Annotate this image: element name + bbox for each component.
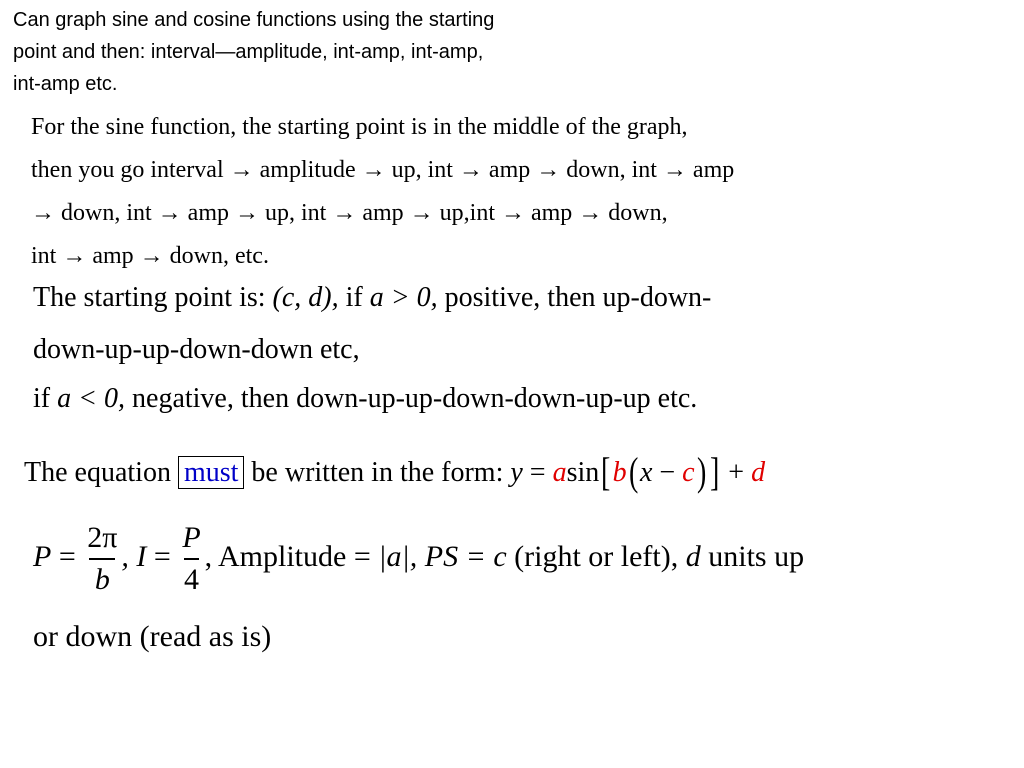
eq-minus: − [652,457,683,488]
positive-description: positive, then up-down- [444,282,712,313]
left-bracket: [ [601,449,611,494]
amplitude-value: |a| [378,539,410,573]
eq-a: a [552,457,567,488]
sine-line-3: → down, int → amp → up, int → amp → up,int → amp → down, [31,200,668,226]
heading-line-1: Can graph sine and cosine functions using the starting [13,9,495,31]
starting-point: (c, d), [272,282,339,313]
period-equals: = [51,539,84,573]
sine-line-2: then you go interval → amplitude → up, int → amp → down, int → amp [31,157,735,183]
interval-I: , I [121,539,147,573]
right-paren: ) [696,449,706,494]
eq-y: y [510,457,523,488]
eq-c: c [682,457,695,488]
vertical-d: d [678,539,709,573]
starting-point-line-1 [33,282,711,314]
phase-shift: , PS = c [409,539,515,573]
interval-fraction [182,518,200,600]
period-fraction [87,518,117,600]
eq-d: d [751,457,766,488]
if-label-2: if [33,383,58,414]
heading [13,4,494,100]
formula-line-2 [33,620,271,654]
negative-condition: a < 0, [57,383,126,414]
if-label: if [345,282,370,313]
period-denominator: b [94,563,110,596]
negative-description: negative, then down-up-up-down-down-up-up etc. [132,383,698,414]
starting-point-line-2: down-up-up-down-down etc, [33,334,360,365]
left-paren: ( [628,449,638,494]
equation-middle: be written in the form: [244,457,511,488]
formula-line [33,518,804,600]
interval-denominator: 4 [183,563,199,596]
eq-sin: sin [566,457,600,488]
right-or-left: (right or left), [514,539,679,573]
right-bracket: ] [709,449,720,494]
interval-equals: = [146,539,179,573]
sine-line-4: int → amp → down, etc. [31,243,269,269]
negative-line [33,383,697,415]
must-box: must [178,456,244,489]
amplitude-label: , Amplitude = [204,539,379,573]
starting-prefix: The starting point is: [33,282,273,313]
equation-line [24,448,765,495]
period-numerator: 2π [87,521,118,554]
positive-condition: a > 0, [369,282,438,313]
or-down: or down [33,620,140,653]
eq-x: x [639,457,653,488]
eq-plus: + [721,457,752,488]
interval-numerator: P [182,521,201,554]
units-up: units up [708,539,805,573]
heading-line-2: point and then: interval—amplitude, int-amp, int-amp, [13,41,484,63]
equation-prefix: The equation [24,457,178,488]
eq-equals: = [522,457,553,488]
sine-line-1: For the sine function, the starting point is in the middle of the graph, [31,114,688,140]
read-as-is: (read as is) [139,620,272,653]
period-P: P [33,539,52,573]
heading-line-3: int-amp etc. [13,73,118,95]
eq-b: b [612,457,627,488]
